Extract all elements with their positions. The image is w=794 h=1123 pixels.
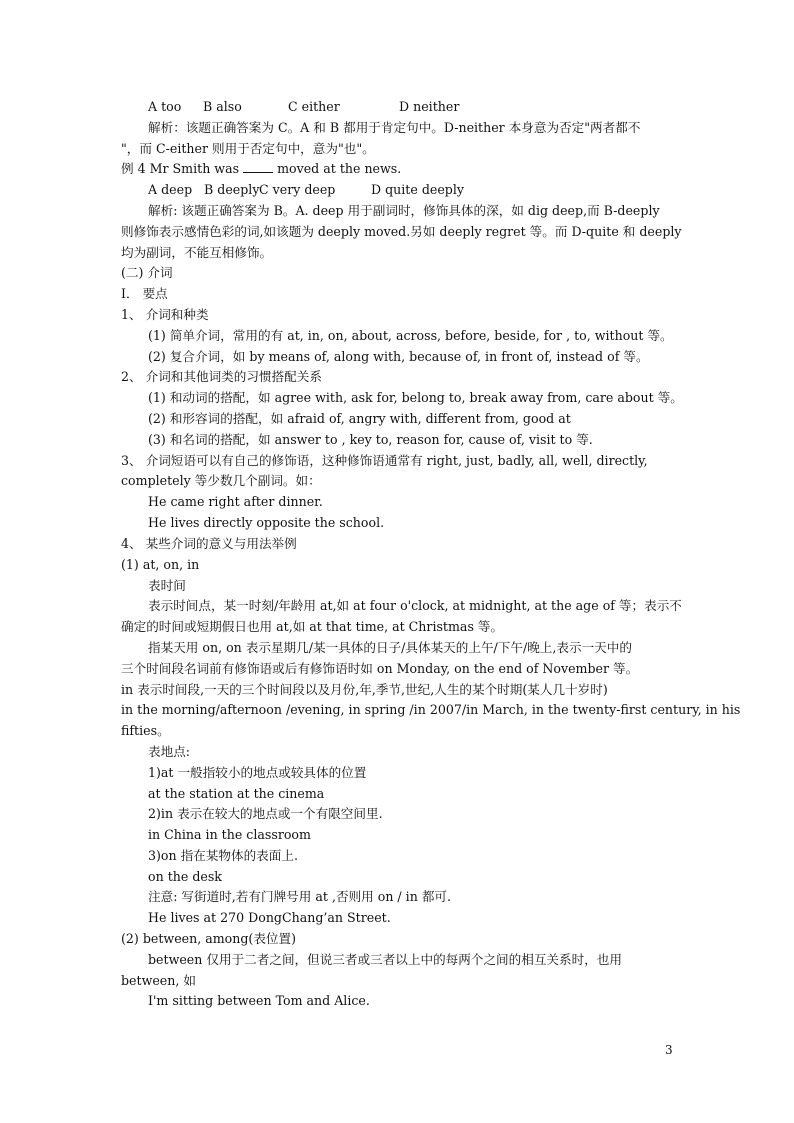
sub2-title: (2) between, among(表位置) — [121, 931, 297, 946]
note: 注意: 写街道时,若有门牌号用 at ,否则用 on / in 都可. — [148, 889, 452, 904]
time-point-line2: 确定的时间或短期假日也用 at,如 at that time, at Christmas 等。 — [121, 619, 504, 634]
between-example: I'm sitting between Tom and Alice. — [148, 993, 370, 1008]
page-number: 3 — [665, 1043, 673, 1057]
ex4-question-suffix: moved at the news. — [277, 161, 402, 176]
place-title: 表地点: — [148, 744, 191, 759]
time-period-line3: fifties。 — [121, 723, 170, 738]
item2-title: 2、 介词和其他词类的习惯搭配关系 — [121, 369, 322, 384]
ex4-question-prefix: 例 4 Mr Smith was — [121, 161, 240, 176]
ex4-blank — [243, 160, 273, 173]
ex3-option-d: D neither — [399, 99, 460, 114]
item1-simple: (1) 简单介词，常用的有 at, in, on, about, across, before, beside, for , to, without 等。 — [148, 328, 673, 343]
place-at-example: at the station at the cinema — [148, 786, 325, 801]
item3-line2: completely 等少数几个副词。如： — [121, 473, 321, 488]
ex4-option-a: A deep — [148, 182, 193, 197]
item1-compound: (2) 复合介词，如 by means of, along with, because of, in front of, instead of 等。 — [148, 349, 649, 364]
place-on: 3)on 指在某物体的表面上. — [148, 848, 298, 863]
between-line2: between, 如 — [121, 973, 196, 988]
note-example: He lives at 270 DongChang’an Street. — [148, 910, 391, 925]
time-period-line1: in 表示时间段,一天的三个时间段以及月份,年,季节,世纪,人生的某个时期(某人几十岁时) — [121, 682, 608, 697]
item3-example2: He lives directly opposite the school. — [148, 515, 385, 530]
ex3-option-b: B also — [203, 99, 242, 114]
time-day-line1: 指某天用 on, on 表示星期几/某一具体的日子/具体某天的上午/下午/晚上,表示一天中的 — [148, 640, 632, 655]
time-period-line2: in the morning/afternoon /evening, in spring /in 2007/in March, in the twenty-first century, in his — [121, 702, 741, 717]
item2-adjectives: (2) 和形容词的搭配，如 afraid of, angry with, different from, good at — [148, 411, 571, 426]
ex3-option-c: C either — [288, 99, 340, 114]
ex4-option-d: D quite deeply — [371, 182, 464, 197]
between-line1: between 仅用于二者之间，但说三者或三者以上中的每两个之间的相互关系时，也用 — [148, 952, 622, 967]
points-title: I． 要点 — [121, 286, 168, 301]
ex3-option-a: A too — [148, 99, 182, 114]
item1-title: 1、 介词和种类 — [121, 307, 209, 322]
place-in-example: in China in the classroom — [148, 827, 311, 842]
item2-nouns: (3) 和名词的搭配，如 answer to , key to, reason for, cause of, visit to 等. — [148, 432, 593, 447]
time-point-line1: 表示时间点，某一时刻/年龄用 at,如 at four o'clock, at midnight, at the age of 等；表示不 — [148, 598, 682, 613]
ex4-option-c: C very deep — [259, 182, 336, 197]
place-in: 2)in 表示在较大的地点或一个有限空间里. — [148, 806, 383, 821]
item2-verbs: (1) 和动词的搭配，如 agree with, ask for, belong to, break away from, care about 等。 — [148, 390, 683, 405]
ex4-explanation-line1: 解析: 该题正确答案为 B。A. deep 用于副词时，修饰具体的深，如 dig deep,而 B-deeply — [148, 203, 660, 218]
time-title: 表时间 — [148, 578, 186, 593]
item3-example1: He came right after dinner. — [148, 494, 323, 509]
place-at: 1)at 一般指较小的地点或较具体的位置 — [148, 765, 367, 780]
item3-line1: 3、 介词短语可以有自己的修饰语，这种修饰语通常有 right, just, badly, all, well, directly, — [121, 453, 648, 468]
section-title: (二) 介词 — [121, 265, 173, 280]
place-on-example: on the desk — [148, 869, 222, 884]
ex3-explanation-line1: 解析：该题正确答案为 C。A 和 B 都用于肯定句中。D-neither 本身意为否定"两者都不 — [148, 120, 641, 135]
ex4-explanation-line3: 均为副词，不能互相修饰。 — [121, 245, 273, 260]
ex4-option-b: B deeply — [204, 182, 260, 197]
item4-title: 4、 某些介词的意义与用法举例 — [121, 536, 297, 551]
ex3-explanation-line2: "，而 C-either 则用于否定句中，意为"也"。 — [121, 141, 375, 156]
sub1-title: (1) at, on, in — [121, 557, 200, 572]
ex4-explanation-line2: 则修饰表示感情色彩的词,如该题为 deeply moved.另如 deeply regret 等。而 D-quite 和 deeply — [121, 224, 682, 239]
ex4-question — [121, 160, 401, 178]
time-day-line2: 三个时间段名词前有修饰语或后有修饰语时如 on Monday, on the end of November 等。 — [121, 661, 639, 676]
